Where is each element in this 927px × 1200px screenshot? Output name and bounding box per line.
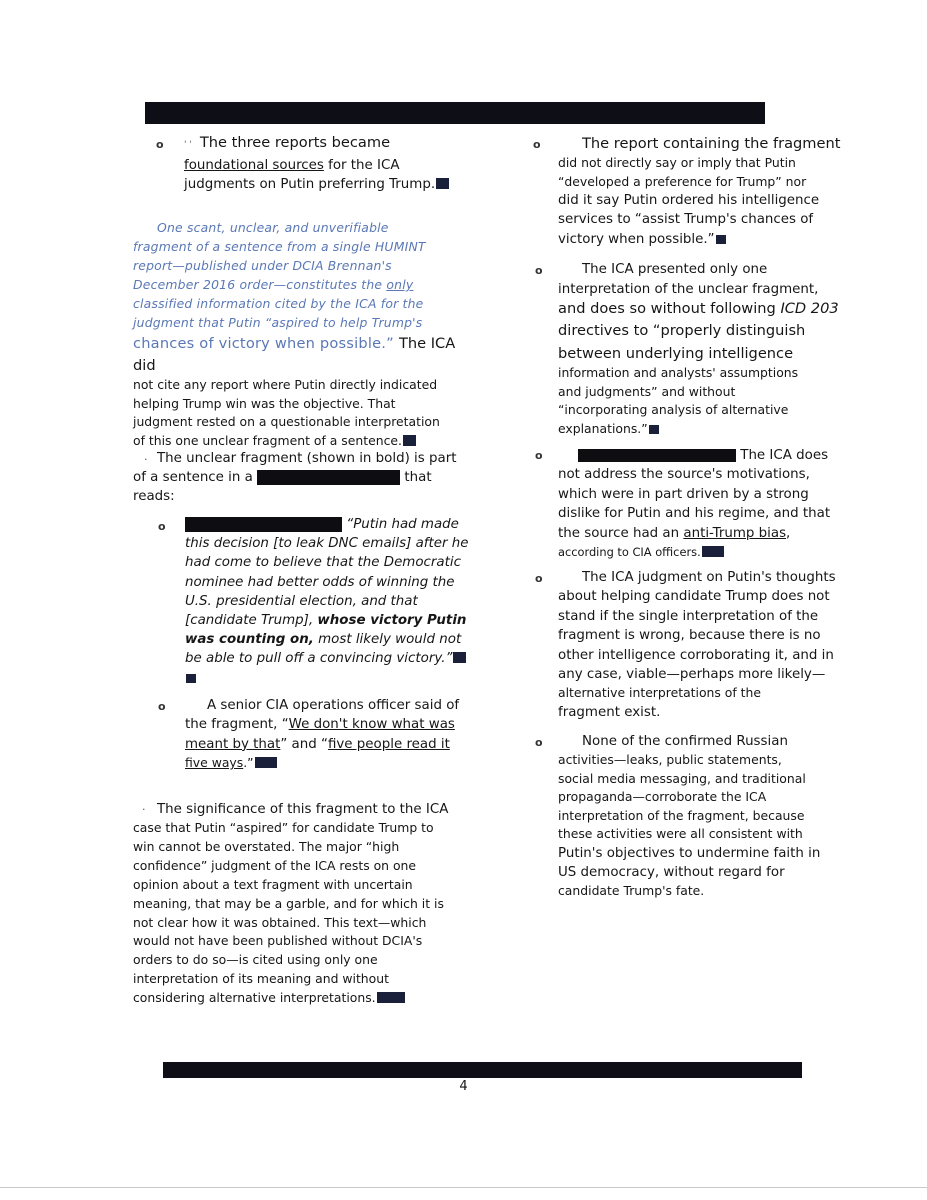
paragraph-fragment-summary — [133, 218, 468, 450]
classification-marker — [403, 435, 416, 446]
text-line: [candidate Trump], — [185, 613, 314, 629]
text-line: that — [404, 470, 432, 485]
text-line: helping Trump win was the objective. That — [133, 395, 396, 411]
text-line: victory when possible.” — [558, 231, 715, 247]
text-line: December 2016 order—constitutes the — [133, 277, 383, 292]
bullet-marker: o — [535, 449, 543, 462]
text-line: One scant, unclear, and unverifiable — [157, 220, 389, 235]
text-line: meaning, that may be a garble, and for which it is — [133, 895, 444, 911]
text-line: fragment exist. — [558, 704, 661, 720]
underlined-term: only — [386, 277, 414, 292]
text-line: judgments on Putin preferring Trump. — [184, 177, 436, 192]
redacted-block — [257, 470, 400, 485]
classification-marker — [186, 674, 196, 683]
bullet-marker: . — [144, 450, 148, 463]
bullet-marker: o — [156, 138, 164, 151]
paragraph-judgment-stand — [558, 568, 848, 722]
text-line: “Putin had made — [346, 517, 459, 532]
paragraph-three-reports: ' ' The three reports became foundational sources for the ICA judgments on Putin preferring Trump. — [184, 133, 484, 194]
text-line: the fragment, “ — [185, 717, 289, 733]
text-line: U.S. presidential election, and that — [185, 593, 418, 609]
classification-marker — [255, 757, 277, 768]
redacted-block — [185, 517, 342, 532]
text-line: confidence” judgment of the ICA rests on one — [133, 857, 417, 873]
classification-marker — [716, 235, 726, 244]
text-line: not cite any report where Putin directly indicated — [133, 377, 438, 392]
paragraph-russian-activities — [558, 732, 848, 900]
paragraph-significance — [133, 800, 463, 1008]
underlined-term: foundational sources — [184, 158, 324, 173]
text-line: and judgments” and without — [558, 383, 736, 399]
text-line: interpretation of the unclear fragment, — [558, 281, 819, 297]
text-line: Putin's objectives to undermine faith in — [558, 845, 821, 861]
text-line: stand if the single interpretation of the — [558, 608, 819, 624]
text-line: this decision [to leak DNC emails] after he — [185, 536, 469, 552]
text-line: “incorporating analysis of alternative — [558, 402, 789, 417]
underlined-quote: five people read it — [327, 736, 450, 752]
text-line: case that Putin “aspired” for candidate Trump to — [133, 820, 434, 835]
bullet-marker: o — [535, 572, 543, 585]
underlined-quote: We don't know what was — [288, 717, 455, 733]
text-line: interpretation of its meaning and without — [133, 971, 389, 987]
bullet-marker: o — [535, 736, 543, 749]
paragraph-report-content — [558, 134, 848, 249]
text-line: did not directly say or imply that Putin — [558, 155, 796, 170]
underlined-term: anti-Trump bias — [683, 525, 787, 541]
text-line: The ICA did — [133, 335, 456, 374]
text-line: of this one unclear fragment of a sentence. — [133, 432, 402, 448]
text-line: information and analysts' assumptions — [558, 365, 799, 380]
text-line: classified information cited by the ICA for the — [133, 296, 424, 311]
paragraph-source-motivations — [558, 446, 858, 562]
redacted-block — [578, 449, 736, 462]
text-line: A senior CIA operations officer said of — [207, 698, 460, 713]
text-line: considering alternative interpretations. — [133, 990, 376, 1006]
text-line: did it say Putin ordered his intelligence — [558, 193, 820, 208]
text-line: propaganda—corroborate the ICA — [558, 789, 767, 804]
text-line: chances of victory when possible.” — [133, 335, 394, 352]
text-line: not clear how it was obtained. This text—which — [133, 914, 427, 930]
classification-marker — [436, 178, 449, 189]
text-line: judgment that Putin “aspired to help Trump's — [133, 315, 423, 330]
classification-marker — [453, 652, 466, 663]
text-line: for the ICA — [328, 158, 400, 173]
top-redaction-bar — [145, 102, 765, 124]
paragraph-cia-officer — [185, 696, 475, 773]
classification-marker — [649, 425, 659, 434]
text-line: judgment rested on a questionable interpretation — [133, 414, 440, 429]
text-line: of a sentence in a — [133, 470, 253, 485]
bullet-marker: o — [158, 520, 166, 533]
text-line: which were in part driven by a strong — [558, 486, 809, 502]
text-line: reads: — [133, 489, 175, 504]
classification-marker — [702, 546, 724, 557]
quoted-fragment — [185, 515, 475, 688]
text-line: about helping candidate Trump does not — [558, 589, 830, 605]
text-line: nominee had better odds of winning the — [185, 574, 455, 590]
text-line: The three reports became — [199, 134, 391, 151]
bullet-marker: . — [142, 800, 146, 813]
text-line: “developed a preference for Trump” nor — [558, 173, 807, 189]
text-line: explanations.” — [558, 420, 648, 436]
text-line: any case, viable—perhaps more likely— — [558, 667, 826, 683]
text-line: ” and “ — [280, 736, 328, 752]
text-line: The ICA judgment on Putin's thoughts — [582, 570, 836, 585]
text-line: according to CIA officers. — [558, 545, 701, 560]
classification-marker — [377, 992, 405, 1003]
text-line: services to “assist Trump's chances of — [558, 212, 814, 228]
paragraph-one-interpretation — [558, 260, 848, 438]
text-line: between underlying intelligence — [558, 345, 794, 362]
italic-term: ICD 203 — [780, 300, 839, 317]
text-line: The ICA does — [740, 448, 829, 463]
text-line: , — [786, 525, 791, 541]
text-line: activities—leaks, public statements, — [558, 752, 782, 767]
bold-fragment: was counting on, — [185, 632, 314, 648]
text-line: .” — [243, 755, 254, 771]
text-line: the source had an — [558, 525, 680, 541]
text-line: report—published under DCIA Brennan's — [133, 258, 392, 273]
underlined-quote: meant by that — [185, 736, 281, 752]
text-line: these activities were all consistent with — [558, 826, 803, 841]
bottom-redaction-bar — [163, 1062, 802, 1078]
bullet-marker: o — [158, 700, 166, 713]
text-line: and does so without following — [558, 300, 776, 317]
bullet-marker: o — [535, 264, 543, 277]
text-line: social media messaging, and traditional — [558, 770, 806, 786]
scan-edge-line — [0, 1187, 927, 1188]
text-line: interpretation of the fragment, because — [558, 807, 805, 823]
text-line: opinion about a text fragment with uncertain — [133, 876, 413, 892]
text-line: The ICA presented only one — [582, 262, 768, 277]
text-line: US democracy, without regard for — [558, 864, 785, 880]
text-line: fragment of a sentence from a single HUMINT — [133, 239, 426, 254]
text-line: orders to do so—is cited using only one — [133, 952, 378, 968]
bold-fragment: whose victory Putin — [317, 613, 467, 629]
text-line: directives to “properly distinguish — [558, 322, 806, 339]
text-line: The report containing the fragment — [582, 135, 841, 152]
text-line: not address the source's motivations, — [558, 467, 810, 483]
text-line: fragment is wrong, because there is no — [558, 628, 821, 644]
text-line: had come to believe that the Democratic — [185, 555, 461, 571]
text-line: most likely would not — [318, 632, 462, 648]
text-line: win cannot be overstated. The major “high — [133, 838, 400, 854]
underlined-quote: five ways — [185, 755, 244, 771]
text-line: dislike for Putin and his regime, and that — [558, 506, 831, 522]
bullet-marker: o — [533, 138, 541, 151]
text-line: other intelligence corroborating it, and in — [558, 647, 834, 663]
page-number: 4 — [459, 1079, 468, 1094]
text-line: The unclear fragment (shown in bold) is part — [157, 451, 457, 466]
paragraph-unclear-fragment — [133, 449, 463, 506]
text-line: The significance of this fragment to the ICA — [157, 802, 449, 817]
text-line: be able to pull off a convincing victory.” — [185, 651, 453, 667]
text-line: candidate Trump's fate. — [558, 882, 705, 898]
text-line: would not have been published without DCIA's — [133, 933, 423, 949]
text-line: alternative interpretations of the — [558, 685, 762, 701]
text-line: None of the confirmed Russian — [582, 734, 788, 749]
